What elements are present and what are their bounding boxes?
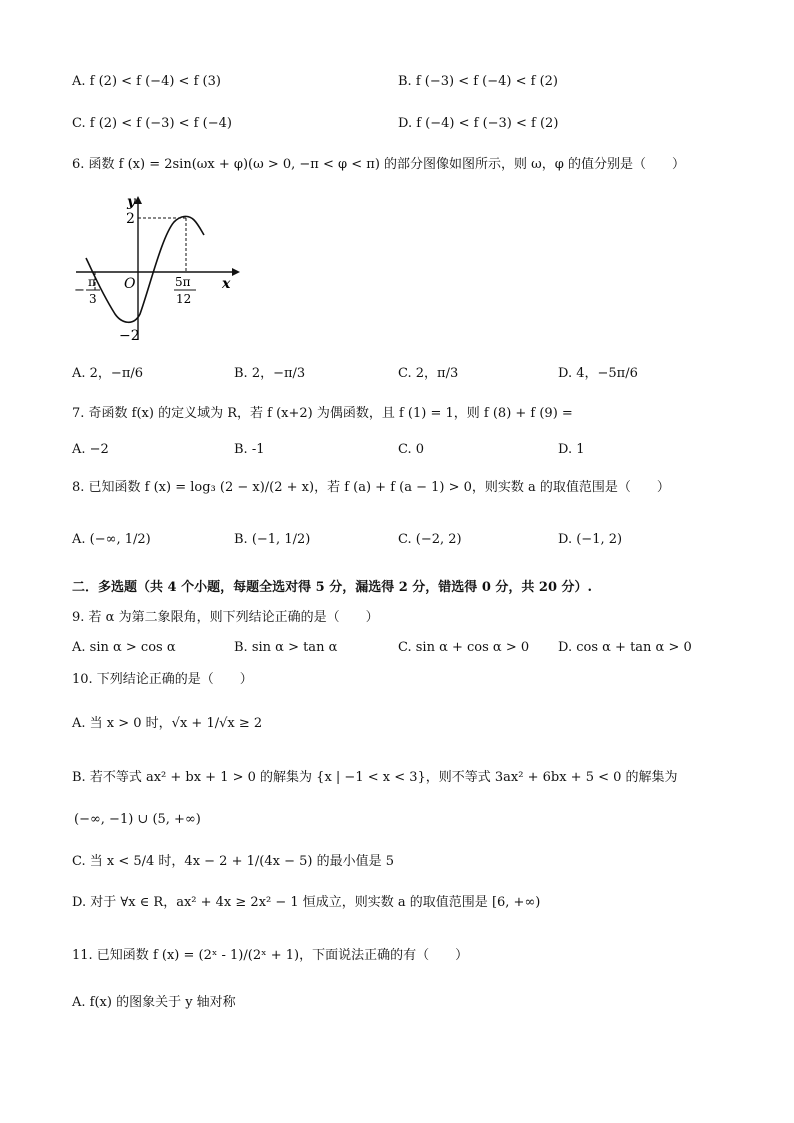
q8-option-b: B. (−1, 1/2): [234, 532, 311, 547]
q5-option-a: A. f (2) < f (−4) < f (3): [72, 74, 221, 89]
x-left-num: π: [88, 275, 96, 289]
q11-stem: 11. 已知函数 f (x) = (2ˣ - 1)/(2ˣ + 1)，下面说法正确的有（ ）: [72, 948, 469, 963]
q11-option-a: A. f(x) 的图象关于 y 轴对称: [72, 995, 236, 1010]
q10-option-b-answer-set: (−∞, −1) ∪ (5, +∞): [74, 812, 201, 827]
y-max-label: 2: [126, 211, 135, 227]
q7-option-a: A. −2: [72, 442, 109, 457]
q6-option-b: B. 2，−π/3: [234, 366, 306, 381]
q9-stem: 9. 若 α 为第二象限角，则下列结论正确的是（ ）: [72, 610, 379, 625]
q7-option-c: C. 0: [398, 442, 425, 457]
q10-stem: 10. 下列结论正确的是（ ）: [72, 672, 253, 687]
q6-stem: 6. 函数 f (x) = 2sin(ωx + φ)(ω > 0, −π < φ < π) 的部分图像如图所示，则 ω，φ 的值分别是（ ）: [72, 157, 685, 172]
q9-option-d: D. cos α + tan α > 0: [558, 640, 692, 655]
y-axis-arrow: [134, 196, 142, 204]
x-axis-arrow: [232, 268, 240, 276]
q10-option-b: B. 若不等式 ax² + bx + 1 > 0 的解集为 {x | −1 < x < 3}，则不等式 3ax² + 6bx + 5 < 0 的解集为: [72, 770, 678, 785]
x-right-num: 5π: [175, 275, 191, 289]
q8-stem: 8. 已知函数 f (x) = log₃ (2 − x)/(2 + x)，若 f (a) + f (a − 1) > 0，则实数 a 的取值范围是（ ）: [72, 480, 670, 495]
q10-option-a: A. 当 x > 0 时，√x + 1/√x ≥ 2: [72, 716, 263, 731]
q8-option-c: C. (−2, 2): [398, 532, 462, 547]
q8-option-d: D. (−1, 2): [558, 532, 623, 547]
y-axis-label: y: [127, 194, 136, 210]
q6-option-c: C. 2，π/3: [398, 366, 459, 381]
origin-label: O: [124, 276, 136, 292]
x-left-den: 3: [89, 292, 97, 306]
q6-option-a: A. 2，−π/6: [72, 366, 144, 381]
q5-option-b: B. f (−3) < f (−4) < f (2): [398, 74, 558, 89]
q7-option-d: D. 1: [558, 442, 585, 457]
section-heading-multiple-choice: 二．多选题（共 4 个小题，每题全选对得 5 分，漏选得 2 分，错选得 0 分，共 20 分）.: [72, 580, 593, 595]
q6-option-d: D. 4，−5π/6: [558, 366, 638, 381]
q10-option-c: C. 当 x < 5/4 时，4x − 2 + 1/(4x − 5) 的最小值是 5: [72, 854, 394, 869]
q6-sine-graph: [70, 190, 250, 350]
q7-option-b: B. -1: [234, 442, 265, 457]
x-axis-label: x: [222, 276, 231, 292]
q5-option-d: D. f (−4) < f (−3) < f (2): [398, 116, 559, 131]
q8-option-a: A. (−∞, 1/2): [72, 532, 151, 547]
q5-option-c: C. f (2) < f (−3) < f (−4): [72, 116, 232, 131]
q10-option-d: D. 对于 ∀x ∈ R，ax² + 4x ≥ 2x² − 1 恒成立，则实数 a 的取值范围是 [6, +∞): [72, 895, 541, 910]
q9-option-a: A. sin α > cos α: [72, 640, 176, 655]
y-min-label: −2: [119, 328, 140, 344]
x-right-den: 12: [176, 292, 192, 306]
q9-option-b: B. sin α > tan α: [234, 640, 338, 655]
q9-option-c: C. sin α + cos α > 0: [398, 640, 530, 655]
q7-stem: 7. 奇函数 f(x) 的定义域为 R，若 f (x+2) 为偶函数，且 f (1) = 1，则 f (8) + f (9) =: [72, 406, 573, 421]
x-left-sign: −: [74, 283, 85, 298]
